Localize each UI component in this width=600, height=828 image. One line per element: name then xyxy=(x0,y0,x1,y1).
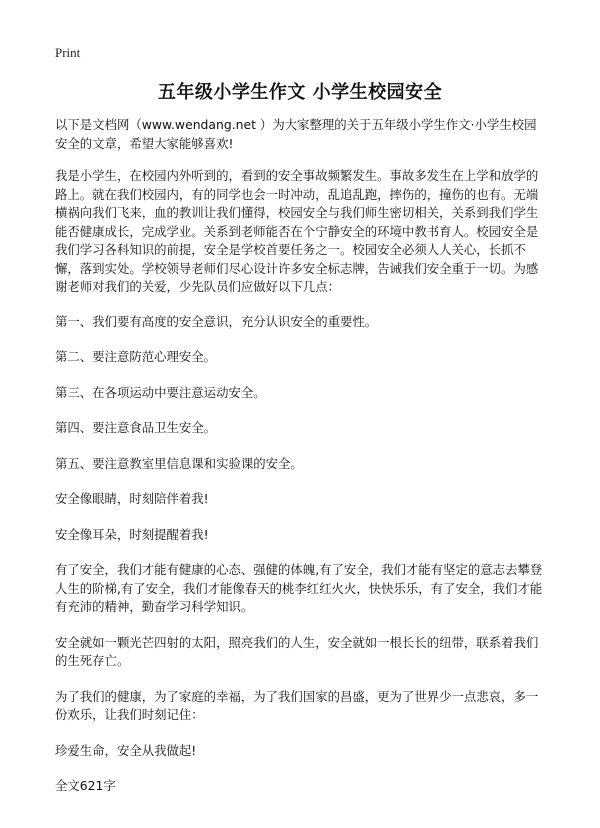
article-paragraph: 为了我们的健康，为了家庭的幸福，为了我们国家的昌盛，更为了世界少一点悲哀，多一份欢乐，让我们时刻记住： xyxy=(55,688,539,722)
article-paragraph: 第一、我们要有高度的安全意识，充分认识安全的重要性。 xyxy=(55,313,378,329)
intro-paragraph: 以下是文档网（www.wendang.net ）为大家整理的关于五年级小学生作文·小学生校园安全的文章，希望大家能够喜欢! xyxy=(55,117,537,151)
article-paragraph: 第二、要注意防范心理安全。 xyxy=(55,349,217,364)
article-paragraph: 第五、要注意教室里信息课和实验课的安全。 xyxy=(55,455,303,471)
article-paragraph: 我是小学生，在校园内外听到的，看到的安全事故频繁发生。事故多发生在上学和放学的路上。就在我们校园内，有的同学也会一时冲动，乱追乱跑，摔伤的，撞伤的也有。无端横祸向我们飞来，血的教训让我们懂得，校园安全与我们师生密切相关，关系到我们学生能否健康成长，完成学业。关系到老师能否在个宁静安全的环境中教书育人。校园安全是我们学习各科知识的前提，安全是学校首要任务之一。校园安全必须人人关心，长抓不懈，落到实处。学校领导老师们尽心设计许多安全标志牌，告诫我们安全重于一切。为感谢老师对我们的关爱，少先队员们应做好以下几点： xyxy=(55,168,539,294)
article-paragraph: 第三、在各项运动中要注意运动安全。 xyxy=(55,384,266,400)
page-title: 五年级小学生作文 小学生校园安全 xyxy=(157,82,443,103)
article-body xyxy=(55,116,547,813)
article-paragraph: 珍爱生命，安全从我做起! xyxy=(55,742,197,758)
word-count: 全文621字 xyxy=(55,778,116,793)
article-paragraph: 安全就如一颗光芒四射的太阳，照亮我们的人生，安全就如一根长长的纽带，联系着我们的生死存亡。 xyxy=(55,634,539,668)
article-paragraph: 安全像耳朵，时刻提醒着我! xyxy=(55,526,209,542)
article-paragraph: 有了安全，我们才能有健康的心态、强健的体魄,有了安全，我们才能有坚定的意志去攀登人生的阶梯,有了安全，我们才能像春天的桃李红红火火，快快乐乐，有了安全，我们才能有充沛的精神，勤奋学习科学知识。 xyxy=(55,562,543,614)
article-paragraph: 安全像眼睛，时刻陪伴着我! xyxy=(55,491,209,506)
print-link[interactable]: Print xyxy=(55,45,81,60)
article-paragraph: 第四、要注意食品卫生安全。 xyxy=(55,420,217,435)
